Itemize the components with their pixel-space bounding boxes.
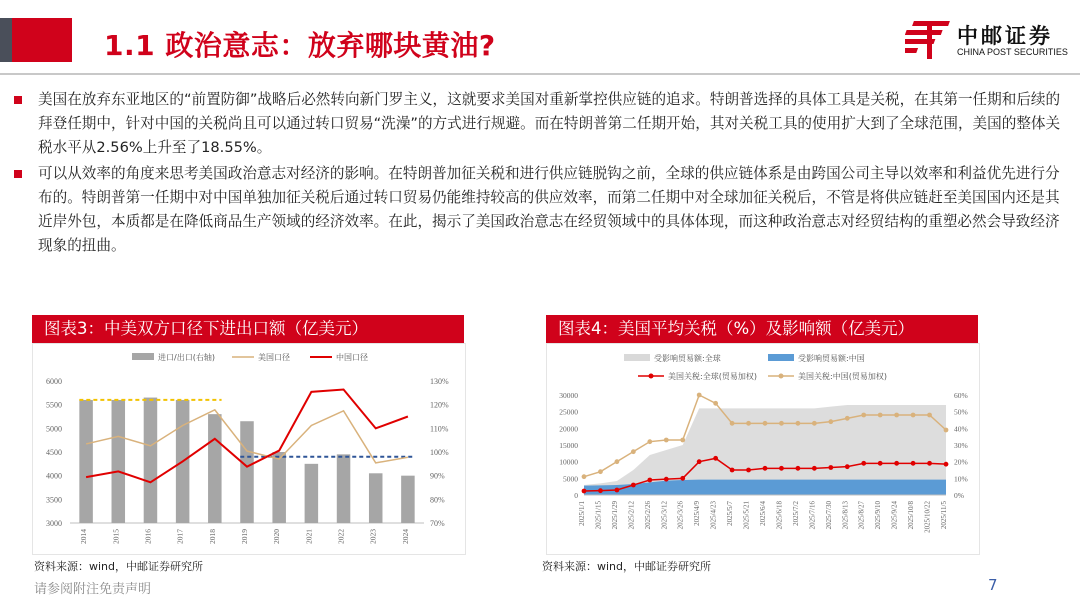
legend-label: 中国口径 [336,353,368,362]
x-tick-label: 2018 [207,529,217,544]
data-point [730,421,735,426]
x-tick-label: 2025/5/7 [726,501,735,526]
y2-tick-label: 40% [954,424,968,434]
x-tick-label: 2022 [336,529,346,544]
x-tick-label: 2024 [400,529,410,544]
x-tick-label: 2025/1/15 [594,501,603,530]
data-point [582,489,587,494]
bar [305,464,319,523]
y2-tick-label: 100% [430,448,449,457]
data-point [631,449,636,454]
data-point [746,468,751,473]
x-tick-label: 2016 [143,529,153,544]
data-point [746,421,751,426]
data-point [697,393,702,398]
data-point [763,466,768,471]
legend-swatch-marker [649,374,654,379]
data-point [779,466,784,471]
data-point [911,461,916,466]
legend-swatch-area [768,354,794,361]
bullet-item [14,88,1064,160]
data-point [845,416,850,421]
chart4-source: 资料来源：wind，中邮证券研究所 [542,560,712,573]
x-tick-label: 2025/4/23 [709,501,718,530]
data-point [812,421,817,426]
x-tick-label: 2025/11/5 [940,501,948,530]
y2-tick-label: 120% [430,400,449,410]
x-tick-label: 2014 [79,529,89,544]
y-tick-label: 3000 [46,519,62,528]
data-point [861,413,866,418]
bullet-text: 美国在放弃东亚地区的“前置防御”战略后必然转向新门罗主义，这就要求美国对重新掌控供应链的追求。特朗普选择的具体工具是关税，在其第一任期和后续的拜登任期中，针对中国的关税尚且可以通过转口贸易“洗澡”的方式进行规避。而在特朗普第二任期开始，其对关税工具的使用扩大到了全球范围，美国的整体关税水平从2.56%上升至了18.55%。 [38,91,1061,156]
y2-tick-label: 10% [954,474,968,484]
data-point [927,461,932,466]
y-tick-label: 30000 [559,391,578,400]
legend-swatch-area [624,354,650,361]
page-title: 1.1 政治意志：放弃哪块黄油? [104,29,496,62]
data-point [713,456,718,461]
x-tick-label: 2025/7/30 [824,501,833,530]
y-tick-label: 5000 [46,424,62,434]
legend-label: 美国关税:中国(贸易加权) [798,372,887,381]
x-tick-label: 2025/1/29 [610,501,619,530]
x-tick-label: 2025/8/13 [841,501,850,530]
x-tick-label: 2025/9/24 [890,501,899,530]
x-tick-label: 2025/7/2 [791,501,800,526]
data-point [647,478,652,483]
data-point [828,419,833,424]
bullet-item [14,162,1064,258]
bar [240,421,254,523]
y-tick-label: 4000 [46,471,62,481]
data-point [927,413,932,418]
company-logo [905,18,1075,60]
data-point [631,483,636,488]
x-tick-label: 2017 [175,529,185,544]
header-accent-bar-gray [0,18,12,62]
data-point [894,413,899,418]
x-tick-label: 2025/9/10 [874,501,883,530]
bar [144,398,158,523]
chart3-source: 资料来源：wind，中邮证券研究所 [34,560,204,573]
logo-text-en: CHINA POST SECURITIES [957,47,1068,57]
x-tick-label: 2025/4/9 [693,501,702,526]
data-point [664,438,669,443]
x-tick-label: 2023 [368,529,378,544]
china-post-logo-icon [905,18,953,60]
legend-label: 进口/出口(右轴) [158,353,215,362]
x-tick-label: 2025/2/12 [627,501,636,530]
y2-tick-label: 0% [954,491,964,500]
y2-tick-label: 20% [954,457,968,467]
data-point [598,469,603,474]
data-point [845,464,850,469]
chart4-plot [546,343,978,555]
page-number: 7 [988,576,998,594]
y2-tick-label: 30% [954,441,968,450]
header-divider [0,73,1080,75]
data-point [944,462,949,467]
data-point [878,461,883,466]
data-point [615,459,620,464]
data-point [812,466,817,471]
y-tick-label: 3500 [46,495,62,505]
y2-tick-label: 110% [430,424,449,434]
y-tick-label: 4500 [46,448,62,457]
data-point [582,474,587,479]
y-tick-label: 5500 [46,400,62,410]
x-tick-label: 2025/2/26 [643,501,652,530]
legend-label: 受影响贸易额:中国 [798,354,865,363]
data-point [713,401,718,406]
y2-tick-label: 60% [954,391,968,400]
y-tick-label: 10000 [559,457,578,467]
x-tick-label: 2025/7/16 [808,501,817,530]
bar [401,476,415,523]
bullet-square-icon [14,96,22,104]
x-tick-label: 2020 [272,529,282,544]
y2-tick-label: 80% [430,495,445,505]
data-point [911,413,916,418]
y-tick-label: 20000 [559,424,578,434]
y2-tick-label: 90% [430,471,445,481]
y2-tick-label: 50% [954,407,968,417]
x-tick-label: 2025/3/26 [676,501,685,530]
data-point [861,461,866,466]
legend-swatch-marker [779,374,784,379]
y-tick-label: 6000 [46,377,62,386]
bar [208,414,222,523]
chart3-header: 图表3：中美双方口径下进出口额（亿美元） [32,315,464,343]
x-tick-label: 2025/3/12 [660,501,669,530]
legend-swatch-bar [132,353,154,360]
bar [272,452,286,523]
x-tick-label: 2025/1/1 [578,501,586,526]
y2-tick-label: 70% [430,519,445,528]
x-tick-label: 2015 [111,529,121,544]
x-tick-label: 2021 [304,529,314,544]
bullet-list [14,88,1064,260]
data-point [796,466,801,471]
data-point [878,413,883,418]
data-point [730,468,735,473]
chart4-header: 图表4：美国平均关税（%）及影响额（亿美元） [546,315,978,343]
data-point [779,421,784,426]
x-tick-label: 2025/5/21 [742,501,751,530]
disclaimer-text: 请参阅附注免责声明 [34,582,152,597]
legend-label: 美国口径 [258,353,290,362]
x-tick-label: 2025/8/27 [857,501,866,530]
bar [79,400,93,523]
x-tick-label: 2019 [240,529,249,544]
bullet-text: 可以从效率的角度来思考美国政治意志对经济的影响。在特朗普加征关税和进行供应链脱钩之前，全球的供应链体系是由跨国公司主导以效率和利益优先进行分布的。特朗普第一任期中对中国单独加征关税后通过转口贸易仍能维持较高的供应效率，而第二任期中对全球加征关税后，不管是将供应链赶至美国国内还是其近岸外包，本质都是在降低商品生产领域的经济效率。在此，揭示了美国政治意志在经贸领域中的具体体现，而这种政治意志对经贸结构的重塑必然会导致经济现象的扭曲。 [38,165,1060,254]
bar [337,454,351,523]
y2-tick-label: 130% [430,377,449,386]
data-point [615,488,620,493]
data-point [944,428,949,433]
x-tick-label: 2025/10/22 [923,501,932,533]
legend-label: 美国关税:全球(贸易加权) [668,372,757,381]
data-point [697,459,702,464]
x-tick-label: 2025/10/8 [907,501,916,530]
y-tick-label: 25000 [559,407,578,417]
y-tick-label: 0 [574,491,578,500]
x-tick-label: 2025/6/18 [775,501,784,530]
bullet-square-icon [14,170,22,178]
data-point [796,421,801,426]
data-point [763,421,768,426]
data-point [647,439,652,444]
bar [369,473,383,523]
y-tick-label: 5000 [563,474,578,484]
data-point [680,476,685,481]
data-point [828,465,833,470]
chart3-plot [32,343,464,555]
y-tick-label: 15000 [559,441,578,450]
data-point [894,461,899,466]
x-tick-label: 2025/6/4 [759,501,767,526]
bar [112,400,126,523]
data-point [664,477,669,482]
logo-text-cn: 中邮证券 [957,24,1053,48]
legend-label: 受影响贸易额:全球 [654,354,721,363]
data-point [680,438,685,443]
data-point [598,488,603,493]
